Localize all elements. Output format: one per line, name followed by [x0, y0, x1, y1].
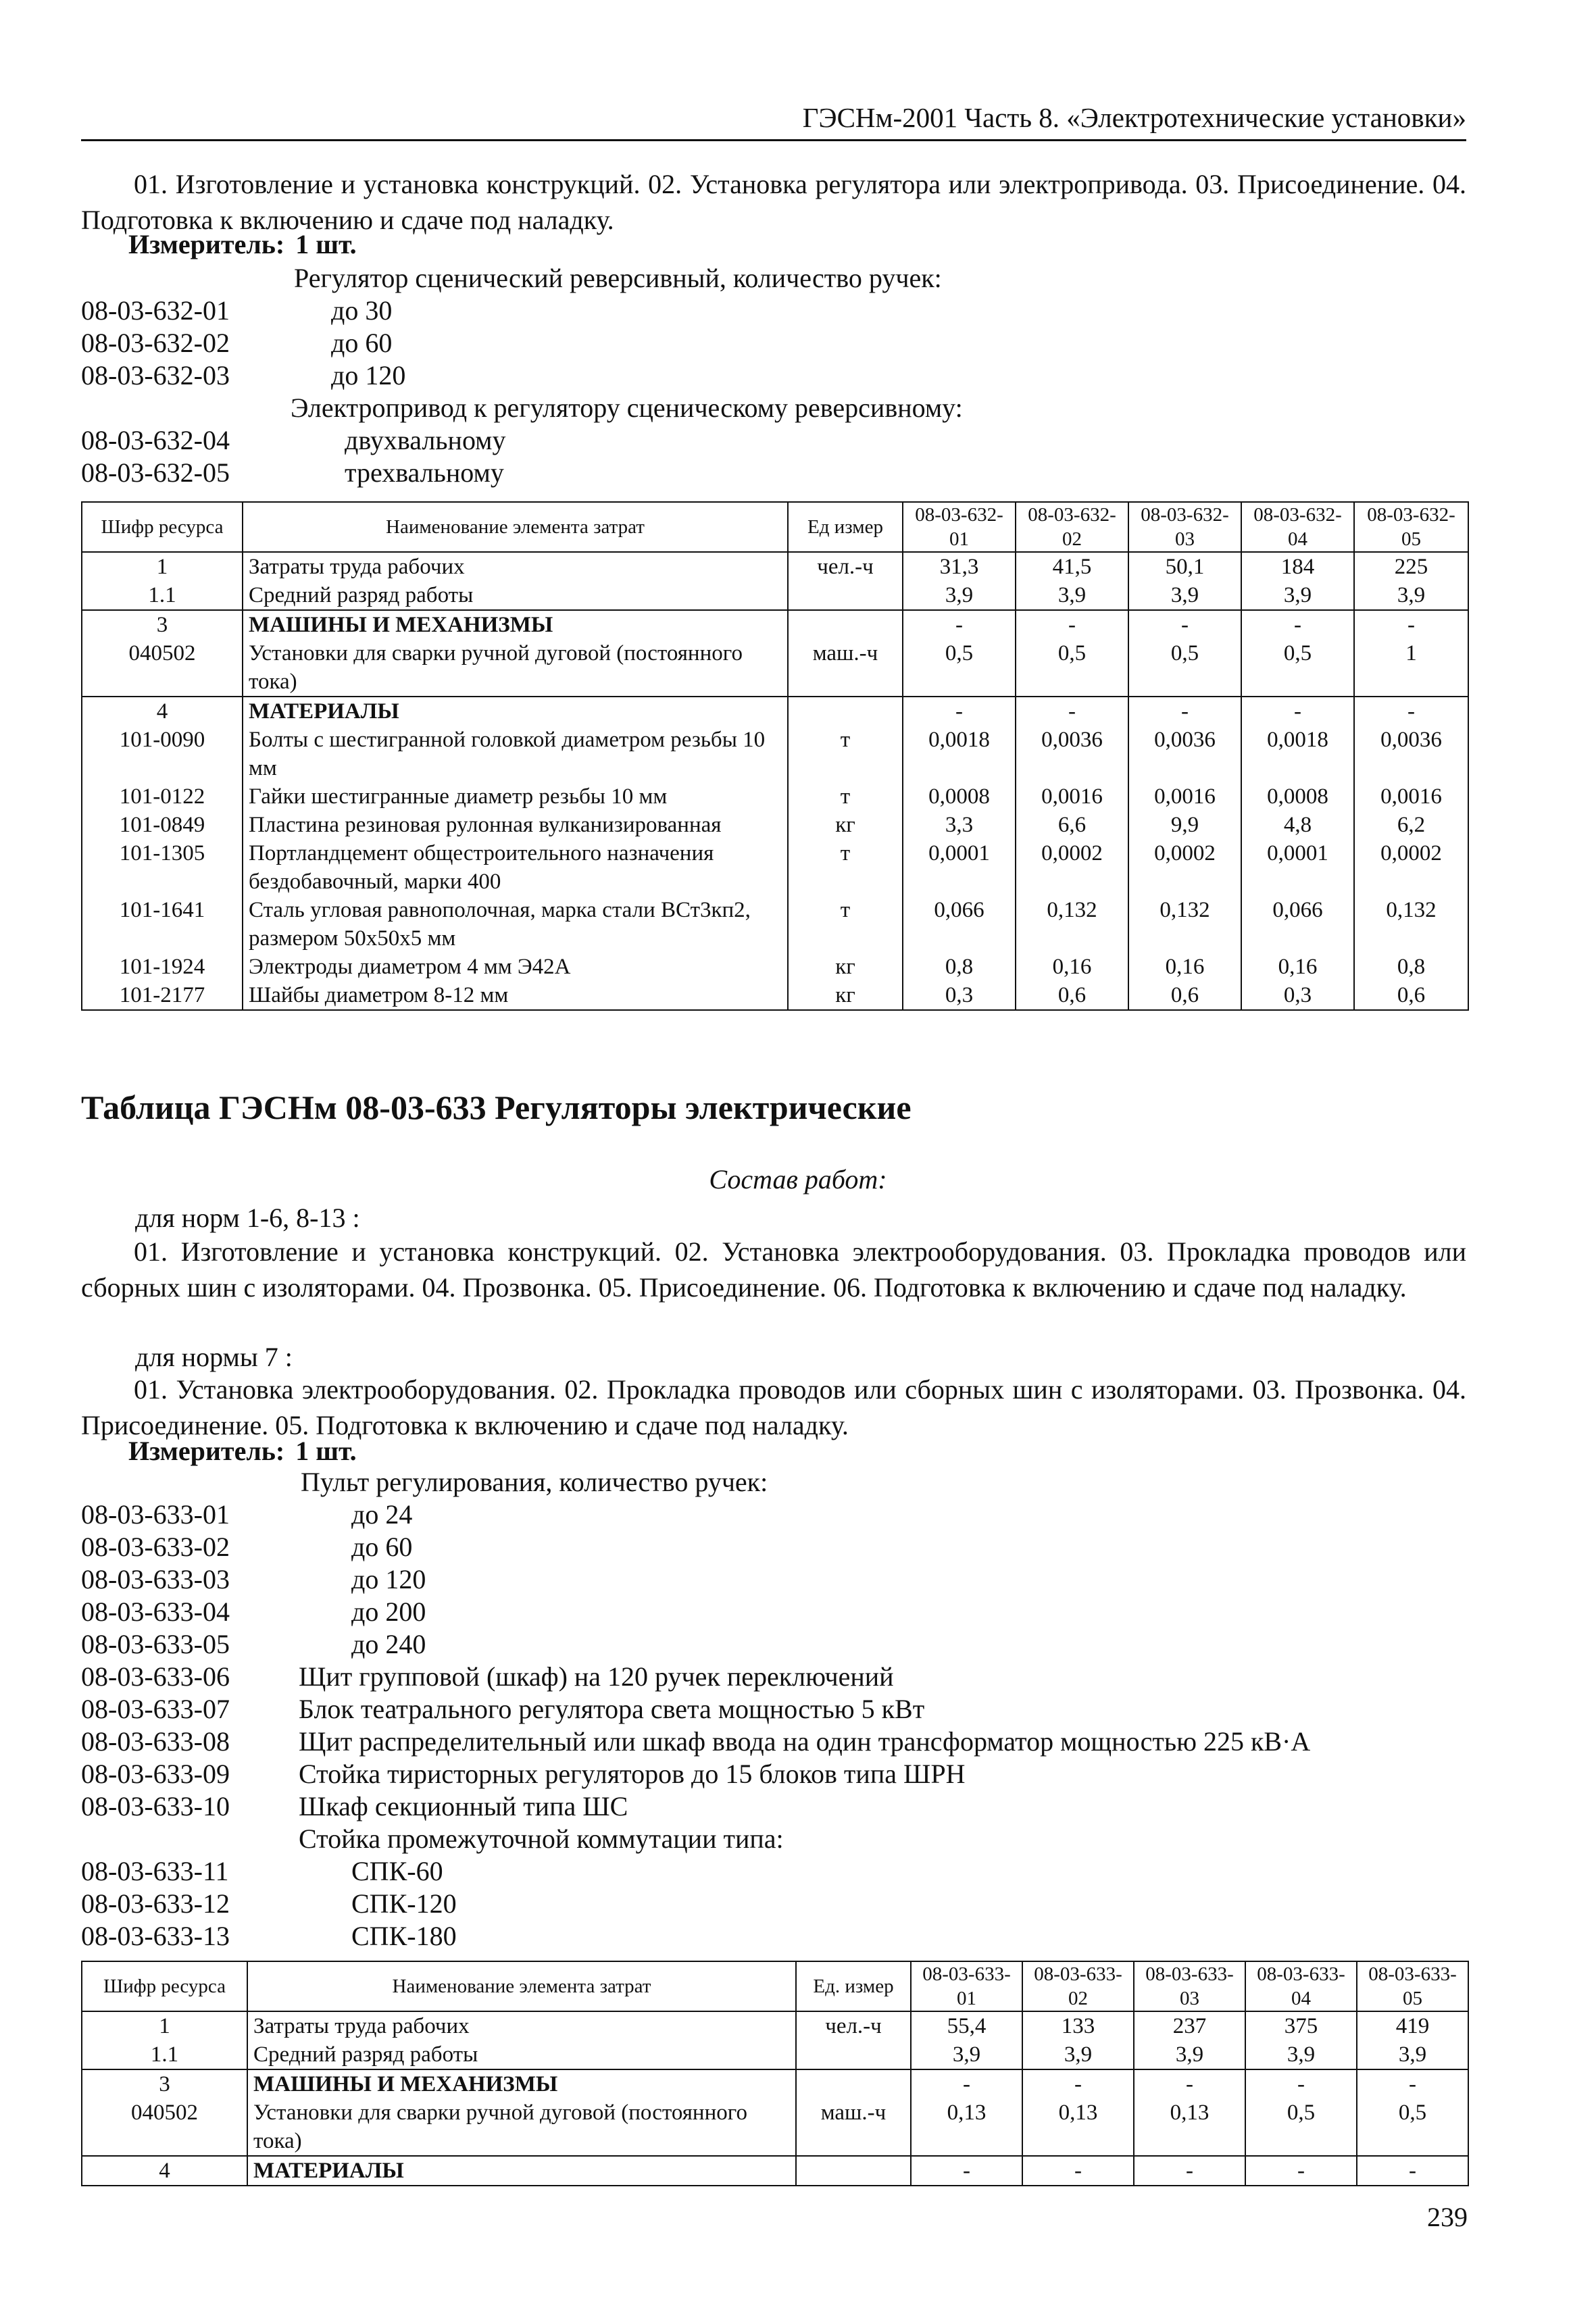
value-cell: 6,6 [1016, 811, 1128, 839]
value-cell: 0,0016 [1354, 782, 1468, 811]
value-cell: - [1241, 610, 1354, 639]
value-cell: - [1134, 2069, 1245, 2098]
value-cell: 0,8 [903, 953, 1016, 981]
cost-element-name: Затраты труда рабочих [247, 2011, 796, 2040]
norm-code: 08-03-633-13 [81, 1921, 230, 1951]
value-cell: 0,5 [903, 639, 1016, 697]
meter-label: Измеритель: [128, 1436, 285, 1466]
unit-cell: кг [788, 953, 903, 981]
cost-element-name: Портландцемент общестроительного назначения бездобавочный, марки 400 [243, 839, 788, 896]
value-cell: 184 [1241, 552, 1354, 581]
cost-element-name: Гайки шестигранные диаметр резьбы 10 мм [243, 782, 788, 811]
group-heading: Пульт регулирования, количество ручек: [301, 1467, 768, 1497]
norm-description: Блок театрального регулятора света мощностью 5 кВт [299, 1694, 925, 1724]
norm-code: 08-03-633-04 [81, 1596, 230, 1627]
work-composition-633a: 01. Изготовление и установка конструкций. 02. Установка электрооборудования. 03. Прокладка проводов или сборных шин с изоляторами. 04. Прозвонка. 05. Присоединение. 06. Подготовка к включению и сдаче под наладку. [81, 1236, 1466, 1303]
table-row [82, 726, 1468, 782]
value-cell: 0,0036 [1016, 726, 1128, 782]
norm-description: до 60 [331, 328, 393, 358]
value-cell: 0,5 [1016, 639, 1128, 697]
value-cell: 3,9 [1134, 2040, 1245, 2069]
norm-code: 08-03-633-08 [81, 1726, 230, 1757]
value-cell: 0,5 [1357, 2098, 1468, 2156]
value-cell: - [911, 2156, 1022, 2186]
unit-cell [788, 610, 903, 639]
value-cell: 237 [1134, 2011, 1245, 2040]
group-heading: Стойка промежуточной коммутации типа: [299, 1823, 784, 1854]
unit-cell: чел.-ч [796, 2011, 911, 2040]
norm-code: 08-03-633-03 [81, 1564, 230, 1594]
value-cell: 0,13 [1022, 2098, 1134, 2156]
cost-element-name: МАШИНЫ И МЕХАНИЗМЫ [247, 2069, 796, 2098]
resource-code: 101-0090 [82, 726, 243, 782]
column-header: Наименование элемента затрат [243, 502, 788, 552]
column-header: 08-03-632-02 [1016, 502, 1128, 552]
norm-item [81, 457, 1500, 489]
norm-description: до 24 [351, 1499, 413, 1530]
value-cell: 3,9 [1245, 2040, 1357, 2069]
norm-description: до 200 [351, 1596, 426, 1627]
group-heading: Электропривод к регулятору сценическому реверсивному: [291, 393, 963, 423]
norm-description: Щит групповой (шкаф) на 120 ручек переключений [299, 1661, 894, 1692]
value-cell: 3,9 [1354, 581, 1468, 610]
norm-code: 08-03-633-11 [81, 1856, 229, 1886]
unit-cell: маш.-ч [788, 639, 903, 697]
resource-code: 3 [82, 2069, 247, 2098]
norm-item [81, 1790, 1500, 1823]
resource-code: 101-0849 [82, 811, 243, 839]
norm-description: СПК-60 [351, 1856, 443, 1886]
meter-632 [128, 228, 357, 260]
value-cell: - [1245, 2156, 1357, 2186]
value-cell: 3,9 [903, 581, 1016, 610]
cost-element-name: МАТЕРИАЛЫ [247, 2156, 796, 2186]
norm-item [81, 424, 1500, 457]
resource-table-633 [81, 1961, 1469, 2186]
cost-element-name: Установки для сварки ручной дуговой (постоянного тока) [243, 639, 788, 697]
norm-item [81, 1596, 1500, 1628]
norm-item [81, 327, 1500, 359]
value-cell: 6,2 [1354, 811, 1468, 839]
value-cell: - [1241, 697, 1354, 726]
cost-element-name: МАТЕРИАЛЫ [243, 697, 788, 726]
value-cell: - [1016, 697, 1128, 726]
value-cell: 0,066 [903, 896, 1016, 953]
resource-code: 4 [82, 2156, 247, 2186]
value-cell: 3,9 [1016, 581, 1128, 610]
resource-code: 101-2177 [82, 981, 243, 1010]
value-cell: 0,5 [1128, 639, 1241, 697]
resource-code: 101-1641 [82, 896, 243, 953]
unit-cell: т [788, 896, 903, 953]
cost-element-name: Болты с шестигранной головкой диаметром резьбы 10 мм [243, 726, 788, 782]
value-cell: 0,13 [1134, 2098, 1245, 2156]
norm-code: 08-03-633-01 [81, 1499, 230, 1530]
table-row [82, 2156, 1468, 2186]
norm-code: 08-03-633-10 [81, 1791, 230, 1821]
unit-cell [788, 581, 903, 610]
norm-description: до 30 [331, 295, 393, 326]
value-cell: - [911, 2069, 1022, 2098]
column-header: 08-03-633-05 [1357, 1961, 1468, 2011]
value-cell: 3,9 [1241, 581, 1354, 610]
norm-description: до 120 [331, 360, 406, 391]
resource-code: 1 [82, 2011, 247, 2040]
norm-scope-b: для нормы 7 : [135, 1342, 293, 1372]
cost-element-name: МАШИНЫ И МЕХАНИЗМЫ [243, 610, 788, 639]
norm-code: 08-03-633-02 [81, 1532, 230, 1562]
value-cell: 0,132 [1128, 896, 1241, 953]
value-cell: 0,132 [1354, 896, 1468, 953]
resource-code: 1.1 [82, 581, 243, 610]
meter-value: 1 шт. [295, 229, 357, 259]
value-cell: 3,3 [903, 811, 1016, 839]
value-cell: 9,9 [1128, 811, 1241, 839]
norm-code: 08-03-632-04 [81, 425, 230, 455]
norm-code: 08-03-633-12 [81, 1888, 230, 1919]
norm-item [81, 1531, 1500, 1563]
value-cell: 0,0036 [1354, 726, 1468, 782]
table-row [82, 953, 1468, 981]
norm-description: двухвальному [345, 425, 506, 455]
value-cell: - [903, 697, 1016, 726]
table-row [82, 581, 1468, 610]
value-cell: 419 [1357, 2011, 1468, 2040]
value-cell: 375 [1245, 2011, 1357, 2040]
unit-cell [796, 2040, 911, 2069]
resource-code: 040502 [82, 639, 243, 697]
norm-code: 08-03-632-01 [81, 295, 230, 326]
norm-description: до 240 [351, 1629, 426, 1659]
norm-code: 08-03-632-03 [81, 360, 230, 391]
column-header: 08-03-632-01 [903, 502, 1016, 552]
column-header: Ед. измер [796, 1961, 911, 2011]
norm-item [81, 1920, 1500, 1953]
value-cell: 0,0001 [903, 839, 1016, 896]
resource-code: 3 [82, 610, 243, 639]
unit-cell: кг [788, 981, 903, 1010]
norm-list-632 [81, 262, 1500, 489]
table-row [82, 552, 1468, 581]
table-row [82, 610, 1468, 639]
value-cell: 0,3 [903, 981, 1016, 1010]
column-header: 08-03-633-01 [911, 1961, 1022, 2011]
value-cell: 50,1 [1128, 552, 1241, 581]
value-cell: - [1357, 2069, 1468, 2098]
unit-cell: т [788, 726, 903, 782]
resource-code: 101-1305 [82, 839, 243, 896]
table-row [82, 839, 1468, 896]
value-cell: 0,0002 [1016, 839, 1128, 896]
value-cell: 0,0018 [1241, 726, 1354, 782]
value-cell: 0,0036 [1128, 726, 1241, 782]
value-cell: 0,6 [1354, 981, 1468, 1010]
value-cell: - [1022, 2156, 1134, 2186]
table-row [82, 782, 1468, 811]
cost-element-name: Сталь угловая равнополочная, марка стали ВСт3кп2, размером 50х50х5 мм [243, 896, 788, 953]
value-cell: 0,5 [1241, 639, 1354, 697]
value-cell: 0,5 [1245, 2098, 1357, 2156]
value-cell: 0,0016 [1128, 782, 1241, 811]
norm-item [81, 295, 1500, 327]
value-cell: - [1016, 610, 1128, 639]
cost-element-name: Средний разряд работы [247, 2040, 796, 2069]
norm-code: 08-03-633-07 [81, 1694, 230, 1724]
value-cell: - [1128, 610, 1241, 639]
running-header: ГЭСНм-2001 Часть 8. «Электротехнические установки» [81, 101, 1466, 141]
value-cell: 0,6 [1128, 981, 1241, 1010]
norm-description: СПК-180 [351, 1921, 457, 1951]
value-cell: 0,3 [1241, 981, 1354, 1010]
resource-code: 1 [82, 552, 243, 581]
column-header: Шифр ресурса [82, 502, 243, 552]
value-cell: 0,6 [1016, 981, 1128, 1010]
table-row [82, 697, 1468, 726]
norm-item [81, 1499, 1500, 1531]
value-cell: 0,0002 [1128, 839, 1241, 896]
cost-element-name: Шайбы диаметром 8-12 мм [243, 981, 788, 1010]
table-title-633: Таблица ГЭСНм 08-03-633 Регуляторы электрические [81, 1088, 912, 1126]
cost-element-name: Электроды диаметром 4 мм Э42А [243, 953, 788, 981]
norm-description: СПК-120 [351, 1888, 457, 1919]
work-composition-632: 01. Изготовление и установка конструкций. 02. Установка регулятора или электропривода. 03. Присоединение. 04. Подготовка к включению и сдаче под наладку. [81, 169, 1466, 235]
page-number: 239 [1427, 2202, 1468, 2232]
value-cell: - [1354, 697, 1468, 726]
value-cell: 0,16 [1241, 953, 1354, 981]
norm-item [81, 1661, 1500, 1693]
value-cell: 0,0008 [1241, 782, 1354, 811]
norm-code: 08-03-632-05 [81, 457, 230, 488]
group-heading: Регулятор сценический реверсивный, количество ручек: [294, 263, 942, 293]
norm-code: 08-03-632-02 [81, 328, 230, 358]
meter-label: Измеритель: [128, 229, 285, 259]
table-row [82, 2098, 1468, 2156]
value-cell: 0,132 [1016, 896, 1128, 953]
value-cell: 3,9 [1022, 2040, 1134, 2069]
resource-table-632 [81, 501, 1469, 1011]
column-header: 08-03-632-05 [1354, 502, 1468, 552]
meter-633 [128, 1435, 357, 1467]
value-cell: - [1128, 697, 1241, 726]
value-cell: 3,9 [911, 2040, 1022, 2069]
table-row [82, 811, 1468, 839]
table-row [82, 2069, 1468, 2098]
value-cell: 0,066 [1241, 896, 1354, 953]
norm-item [81, 359, 1500, 392]
norm-item [81, 1563, 1500, 1596]
table-row [82, 896, 1468, 953]
unit-cell: т [788, 839, 903, 896]
value-cell: 0,0008 [903, 782, 1016, 811]
resource-code: 101-0122 [82, 782, 243, 811]
resource-code: 1.1 [82, 2040, 247, 2069]
resource-code: 101-1924 [82, 953, 243, 981]
norm-description: Стойка тиристорных регуляторов до 15 блоков типа ШРН [299, 1759, 966, 1789]
value-cell: 133 [1022, 2011, 1134, 2040]
meter-value: 1 шт. [295, 1436, 357, 1466]
column-header: 08-03-633-03 [1134, 1961, 1245, 2011]
column-header: Ед измер [788, 502, 903, 552]
column-header: 08-03-632-03 [1128, 502, 1241, 552]
resource-code: 4 [82, 697, 243, 726]
value-cell: 0,8 [1354, 953, 1468, 981]
value-cell: 55,4 [911, 2011, 1022, 2040]
table-row [82, 2011, 1468, 2040]
norm-item [81, 1855, 1500, 1888]
norm-list-633 [81, 1466, 1500, 1953]
work-composition-633b: 01. Установка электрооборудования. 02. Прокладка проводов или сборных шин с изоляторами. 03. Прозвонка. 04. Присоединение. 05. Подготовка к включению и сдаче под наладку. [81, 1374, 1466, 1440]
table-row [82, 2040, 1468, 2069]
value-cell: - [1134, 2156, 1245, 2186]
value-cell: 41,5 [1016, 552, 1128, 581]
unit-cell: кг [788, 811, 903, 839]
norm-code: 08-03-633-05 [81, 1629, 230, 1659]
value-cell: 4,8 [1241, 811, 1354, 839]
value-cell: - [1357, 2156, 1468, 2186]
value-cell: - [1354, 610, 1468, 639]
unit-cell [788, 697, 903, 726]
column-header: 08-03-633-02 [1022, 1961, 1134, 2011]
value-cell: 31,3 [903, 552, 1016, 581]
cost-element-name: Средний разряд работы [243, 581, 788, 610]
column-header: Наименование элемента затрат [247, 1961, 796, 2011]
value-cell: 0,0001 [1241, 839, 1354, 896]
unit-cell: т [788, 782, 903, 811]
norm-description: до 120 [351, 1564, 426, 1594]
value-cell: - [1022, 2069, 1134, 2098]
norm-item [81, 1628, 1500, 1661]
norm-code: 08-03-633-06 [81, 1661, 230, 1692]
value-cell: 225 [1354, 552, 1468, 581]
value-cell: 3,9 [1128, 581, 1241, 610]
norm-code: 08-03-633-09 [81, 1759, 230, 1789]
value-cell: - [903, 610, 1016, 639]
value-cell: 0,0002 [1354, 839, 1468, 896]
cost-element-name: Установки для сварки ручной дуговой (постоянного тока) [247, 2098, 796, 2156]
norm-description: Щит распределительный или шкаф ввода на один трансформатор мощностью 225 кВ·А [299, 1726, 1311, 1757]
column-header: 08-03-632-04 [1241, 502, 1354, 552]
value-cell: 1 [1354, 639, 1468, 697]
unit-cell [796, 2069, 911, 2098]
value-cell: 0,0018 [903, 726, 1016, 782]
norm-item [81, 1888, 1500, 1920]
value-cell: 0,0016 [1016, 782, 1128, 811]
norm-description: Шкаф секционный типа ШС [299, 1791, 628, 1821]
unit-cell: чел.-ч [788, 552, 903, 581]
column-header: Шифр ресурса [82, 1961, 247, 2011]
unit-cell [796, 2156, 911, 2186]
unit-cell: маш.-ч [796, 2098, 911, 2156]
value-cell: 0,13 [911, 2098, 1022, 2156]
value-cell: 0,16 [1016, 953, 1128, 981]
work-composition-heading: Состав работ: [709, 1164, 887, 1194]
table-row [82, 981, 1468, 1010]
norm-scope-a: для норм 1-6, 8-13 : [135, 1203, 360, 1233]
value-cell: 0,16 [1128, 953, 1241, 981]
resource-code: 040502 [82, 2098, 247, 2156]
cost-element-name: Пластина резиновая рулонная вулканизированная [243, 811, 788, 839]
cost-element-name: Затраты труда рабочих [243, 552, 788, 581]
column-header: 08-03-633-04 [1245, 1961, 1357, 2011]
norm-item [81, 1726, 1500, 1758]
value-cell: - [1245, 2069, 1357, 2098]
value-cell: 3,9 [1357, 2040, 1468, 2069]
norm-item [81, 1758, 1500, 1790]
table-row [82, 639, 1468, 697]
norm-description: трехвальному [345, 457, 504, 488]
norm-item [81, 1693, 1500, 1726]
norm-description: до 60 [351, 1532, 413, 1562]
